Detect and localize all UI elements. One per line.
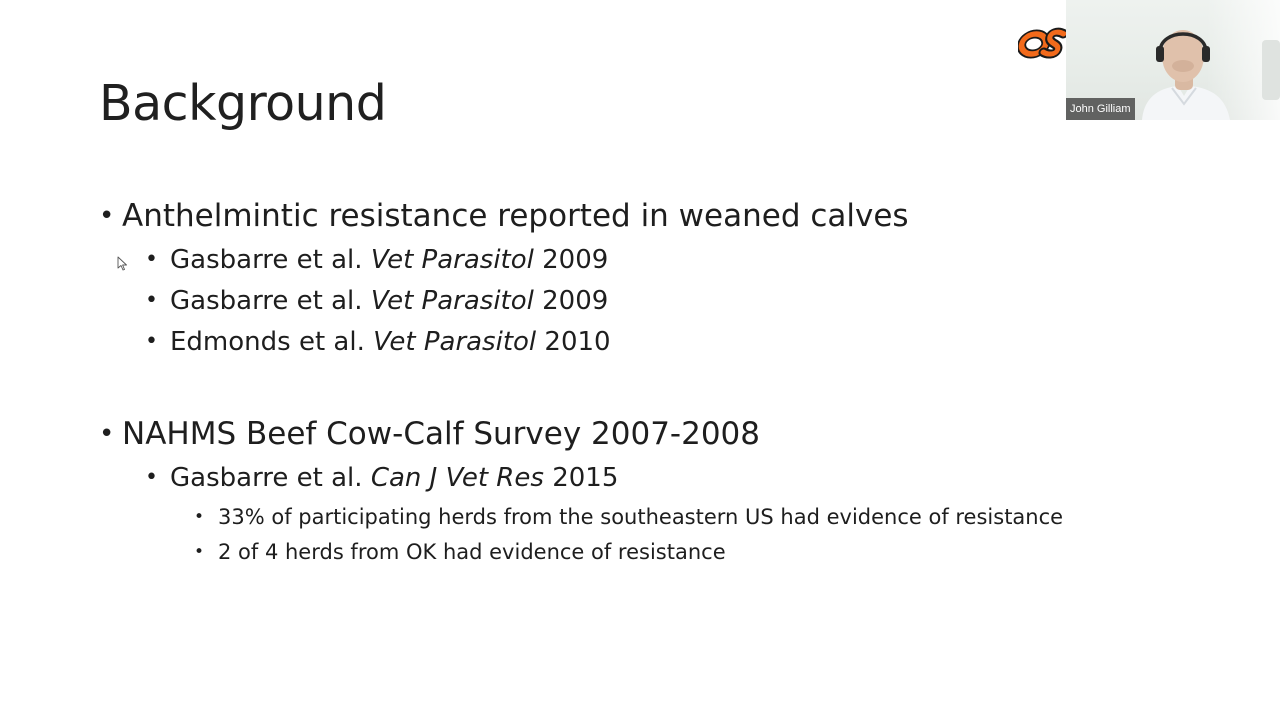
citation-author: Gasbarre et al. xyxy=(170,463,363,493)
citation-year: 2010 xyxy=(544,327,611,357)
citation-journal: Can J Vet Res xyxy=(370,463,544,493)
participant-name-tag: John Gilliam xyxy=(1066,98,1135,120)
citation-author: Gasbarre et al. xyxy=(170,286,363,316)
citation-text xyxy=(170,324,611,360)
citation-text xyxy=(170,283,608,319)
citation-author: Gasbarre et al. xyxy=(170,245,363,275)
bullet-text: NAHMS Beef Cow-Calf Survey 2007-2008 xyxy=(122,416,760,452)
slide-title: Background xyxy=(99,75,387,132)
citation-text xyxy=(170,242,608,278)
bullet-dot: • xyxy=(145,465,158,490)
mouse-pointer-icon xyxy=(117,256,129,272)
citation-journal: Vet Parasitol xyxy=(370,245,534,275)
citation-year: 2009 xyxy=(542,245,609,275)
bullet-text: Anthelmintic resistance reported in weaned calves xyxy=(122,198,909,234)
bullet-dot: • xyxy=(99,419,115,449)
bullet-dot: • xyxy=(145,247,158,272)
sub-bullet-text: 2 of 4 herds from OK had evidence of resistance xyxy=(218,540,726,564)
webcam-video-tile[interactable] xyxy=(1066,0,1280,120)
bullet-dot: • xyxy=(194,542,205,562)
citation-text xyxy=(170,460,618,496)
citation-year: 2015 xyxy=(552,463,619,493)
osu-logo-icon xyxy=(1018,24,1070,62)
bullet-dot: • xyxy=(145,329,158,354)
bullet-dot: • xyxy=(99,201,115,231)
bullet-dot: • xyxy=(194,507,205,527)
citation-year: 2009 xyxy=(542,286,609,316)
citation-author: Edmonds et al. xyxy=(170,327,365,357)
citation-journal: Vet Parasitol xyxy=(370,286,534,316)
sub-bullet-text: 33% of participating herds from the southeastern US had evidence of resistance xyxy=(218,505,1064,529)
bullet-dot: • xyxy=(145,288,158,313)
citation-journal: Vet Parasitol xyxy=(373,327,537,357)
